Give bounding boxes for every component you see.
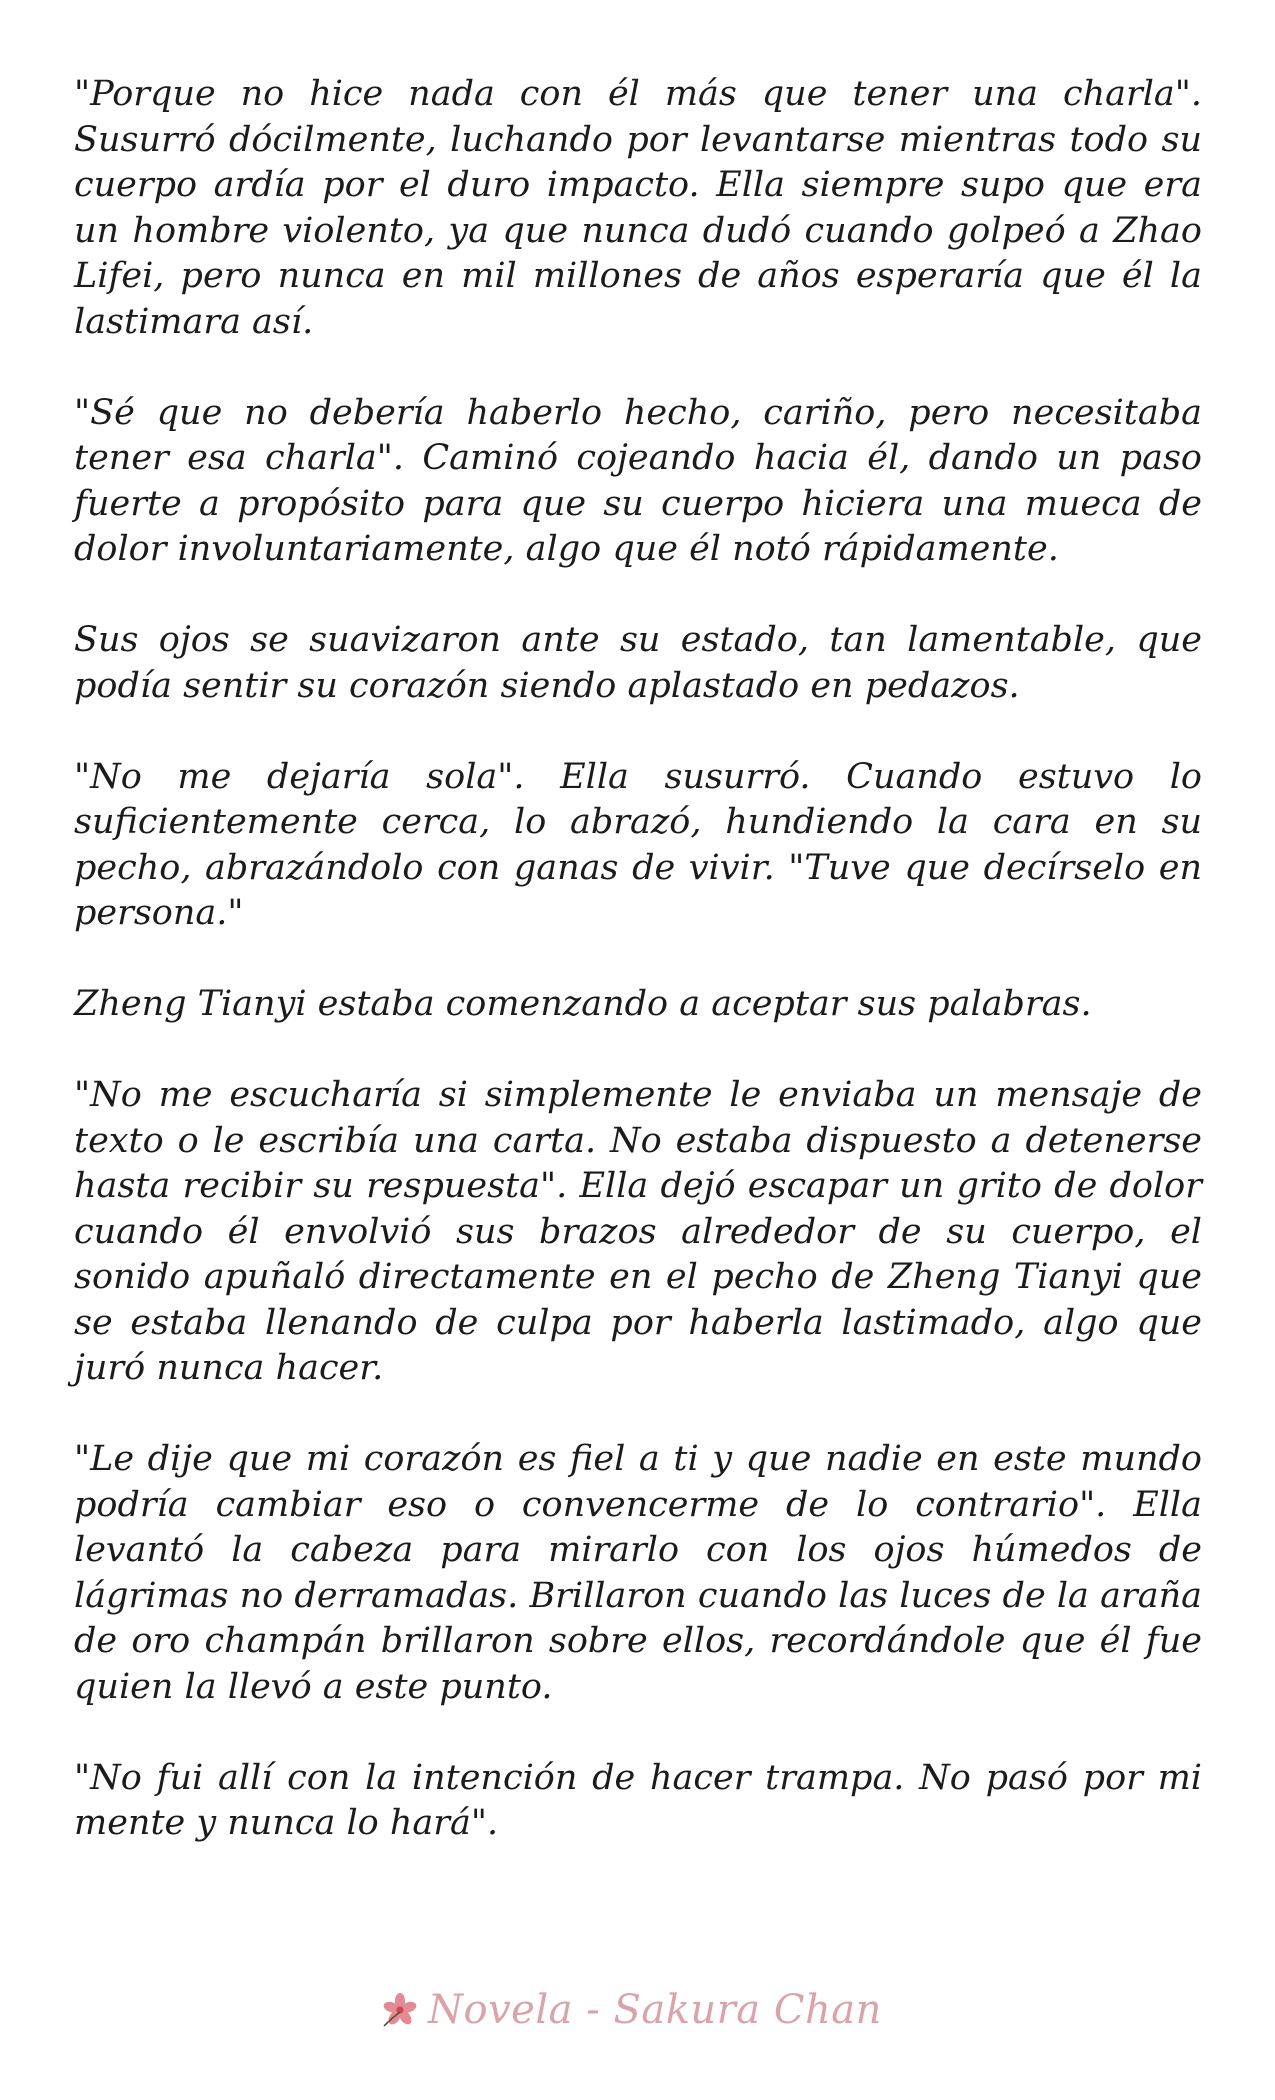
document-body bbox=[74, 72, 1202, 1847]
watermark bbox=[380, 1980, 882, 2040]
paragraph-1: "Porque no hice nada con él más que tener una charla". Susurró dócilmente, luchando por levantarse mientras todo su cuerpo ardía por el duro impacto. Ella siempre supo que era un hombre violento, ya que nunca dudó cuando golpeó a Zhao Lifei, pero nunca en mil millones de años esperaría que él la lastimara así. bbox=[74, 74, 1202, 342]
watermark-text: Novela - Sakura Chan bbox=[428, 1987, 882, 2033]
sakura-flower-icon bbox=[380, 1990, 420, 2030]
paragraph-3: Sus ojos se suavizaron ante su estado, tan lamentable, que podía sentir su corazón siendo aplastado en pedazos. bbox=[74, 620, 1202, 706]
paragraph-4: "No me dejaría sola". Ella susurró. Cuando estuvo lo suficientemente cerca, lo abrazó, hundiendo la cara en su pecho, abrazándolo con ganas de vivir. "Tuve que decírselo en persona." bbox=[74, 756, 1202, 933]
paragraph-8: "No fui allí con la intención de hacer trampa. No pasó por mi mente y nunca lo hará". bbox=[74, 1757, 1202, 1843]
paragraph-7: "Le dije que mi corazón es fiel a ti y que nadie en este mundo podría cambiar eso o convencerme de lo contrario". Ella levantó la cabeza para mirarlo con los ojos húmedos de lágrimas no derramadas. Brillaron cuando las luces de la araña de oro champán brillaron sobre ellos, recordándole que él fue quien la llevó a este punto. bbox=[74, 1439, 1202, 1707]
paragraph-6: "No me escucharía si simplemente le enviaba un mensaje de texto o le escribía una carta. No estaba dispuesto a detenerse hasta recibir su respuesta". Ella dejó escapar un grito de dolor cuando él envolvió sus brazos alrededor de su cuerpo, el sonido apuñaló directamente en el pecho de Zheng Tianyi que se estaba llenando de culpa por haberla lastimado, algo que juró nunca hacer. bbox=[74, 1075, 1202, 1388]
paragraph-5: Zheng Tianyi estaba comenzando a aceptar sus palabras. bbox=[74, 984, 1092, 1024]
paragraph-2: "Sé que no debería haberlo hecho, cariño, pero necesitaba tener esa charla". Caminó cojeando hacia él, dando un paso fuerte a propósito para que su cuerpo hiciera una mueca de dolor involuntariamente, algo que él notó rápidamente. bbox=[74, 392, 1202, 569]
